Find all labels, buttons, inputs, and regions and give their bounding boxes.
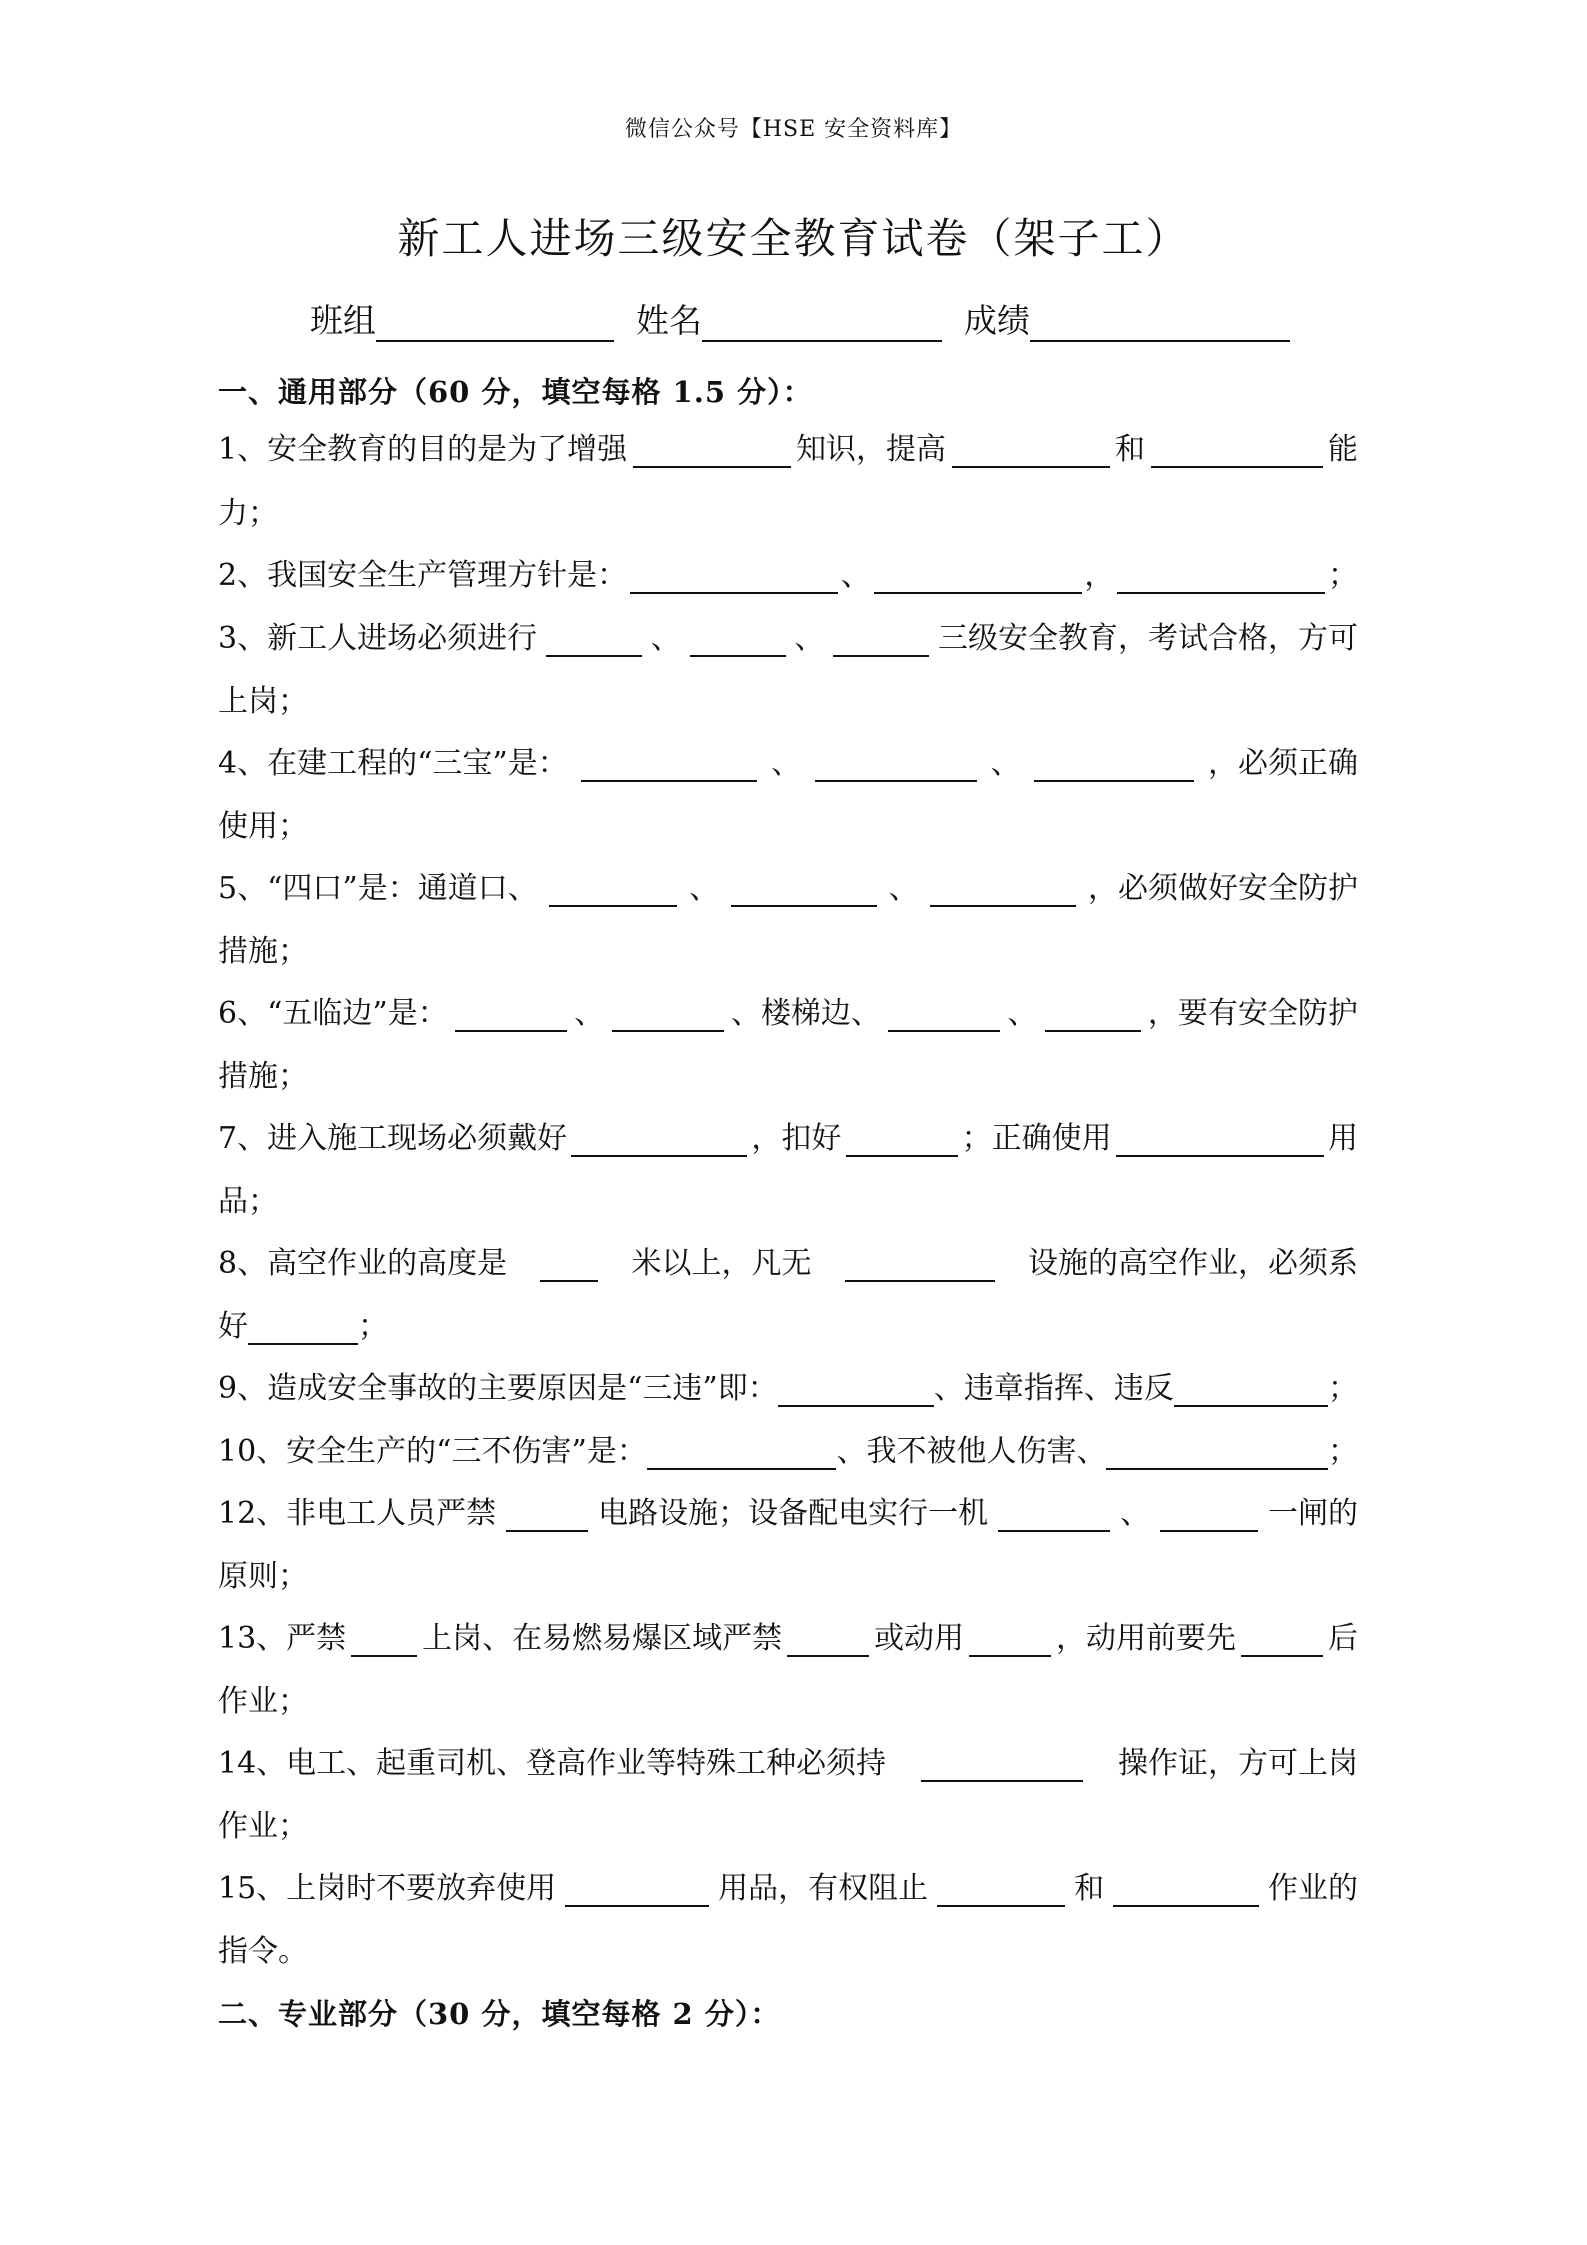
q15-blank-2[interactable] [937, 1873, 1065, 1907]
q1-blank-1[interactable] [633, 434, 791, 468]
question-6 [218, 988, 1358, 1032]
q9-blank-2[interactable] [1174, 1373, 1328, 1407]
q14-text-a: 14、电工、起重司机、登高作业等特殊工种必须持 [218, 1746, 887, 1781]
q4-text-a: 4、在建工程的“三宝”是： [218, 746, 568, 781]
q2-text-a: 2、我国安全生产管理方针是： [218, 558, 628, 593]
name-field [636, 295, 942, 342]
question-15 [218, 1863, 1358, 1907]
score-blank[interactable] [1030, 302, 1290, 342]
q3-text-c: 、 [794, 621, 825, 656]
q3-blank-1[interactable] [546, 623, 642, 657]
q14-continued: 作业； [218, 1809, 308, 1844]
question-5 [218, 863, 1358, 907]
question-14 [218, 1738, 1358, 1782]
q15-text-d: 作业的 [1268, 1871, 1358, 1906]
section-general-heading: 一、通用部分（60 分，填空每格 1.5 分）： [218, 375, 813, 409]
name-label: 姓名 [636, 301, 702, 340]
q12-blank-3[interactable] [1160, 1498, 1258, 1532]
section-professional-heading: 二、专业部分（30 分，填空每格 2 分）： [218, 1997, 781, 2031]
q7-text-b: ，扣好 [751, 1121, 842, 1156]
q12-blank-1[interactable] [506, 1498, 588, 1532]
q15-continued: 指令。 [218, 1934, 308, 1969]
q5-blank-2[interactable] [731, 873, 877, 907]
q9-blank-1[interactable] [778, 1373, 934, 1407]
q7-blank-2[interactable] [846, 1123, 958, 1157]
q5-continued: 措施； [218, 934, 308, 969]
q3-text-d: 三级安全教育，考试合格，方可 [937, 621, 1358, 656]
q8-continued [218, 1301, 1358, 1345]
q2-text-c: ， [1084, 558, 1115, 593]
question-3 [218, 613, 1358, 657]
q5-text-c: 、 [888, 871, 919, 906]
group-blank[interactable] [376, 302, 614, 342]
question-7 [218, 1113, 1358, 1157]
q1-blank-3[interactable] [1151, 434, 1323, 468]
score-label: 成绩 [964, 301, 1030, 340]
name-blank[interactable] [702, 302, 942, 342]
q1-text-d: 能 [1328, 432, 1358, 467]
q8-blank-1[interactable] [540, 1248, 598, 1282]
q13-blank-2[interactable] [787, 1623, 869, 1657]
q14-blank-1[interactable] [921, 1748, 1083, 1782]
q3-text-b: 、 [650, 621, 681, 656]
info-fields [310, 292, 1290, 342]
q7-blank-1[interactable] [571, 1123, 747, 1157]
q2-blank-2[interactable] [874, 560, 1082, 594]
q4-blank-3[interactable] [1034, 748, 1194, 782]
q6-text-d: 、 [1007, 996, 1038, 1031]
q8-text-d: 好 [218, 1309, 248, 1344]
q5-text-b: 、 [689, 871, 720, 906]
q8-text-b: 米以上，凡无 [631, 1246, 812, 1281]
q1-blank-2[interactable] [952, 434, 1110, 468]
question-1 [218, 424, 1358, 468]
q13-text-a: 13、严禁 [218, 1621, 347, 1656]
q7-continued: 品； [218, 1184, 278, 1219]
q12-text-a: 12、非电工人员严禁 [218, 1496, 497, 1531]
q6-blank-2[interactable] [612, 998, 724, 1032]
question-4 [218, 738, 1358, 782]
q12-blank-2[interactable] [998, 1498, 1110, 1532]
q6-text-b: 、 [574, 996, 605, 1031]
q10-blank-1[interactable] [647, 1436, 837, 1470]
q10-text-b: 、我不被他人伤害、 [836, 1434, 1107, 1469]
q9-text-b: 、违章指挥、违反 [933, 1371, 1174, 1406]
page-header: 微信公众号【HSE 安全资料库】 [624, 117, 963, 142]
q4-text-d: ，必须正确 [1207, 746, 1358, 781]
q10-text-c: ； [1328, 1434, 1358, 1469]
q5-blank-1[interactable] [549, 873, 677, 907]
q5-blank-3[interactable] [930, 873, 1076, 907]
q14-text-b: 操作证，方可上岗 [1118, 1746, 1358, 1781]
q5-text-a: 5、“四口”是：通道口、 [218, 871, 538, 906]
q3-blank-2[interactable] [690, 623, 786, 657]
score-field [964, 295, 1290, 342]
q4-blank-2[interactable] [815, 748, 977, 782]
q10-blank-2[interactable] [1106, 1436, 1328, 1470]
q2-text-b: 、 [840, 558, 871, 593]
question-8 [218, 1238, 1358, 1282]
q13-text-d: ，动用前要先 [1056, 1621, 1236, 1656]
q9-text-a: 9、造成安全事故的主要原因是“三违”即： [218, 1371, 778, 1406]
q1-text-c: 和 [1115, 432, 1146, 467]
q3-continued: 上岗； [218, 684, 308, 719]
q7-text-d: 用 [1327, 1121, 1358, 1156]
q13-blank-4[interactable] [1241, 1623, 1323, 1657]
q8-blank-3[interactable] [248, 1311, 358, 1345]
q12-text-b: 电路设施；设备配电实行一机 [598, 1496, 989, 1531]
q8-blank-2[interactable] [845, 1248, 995, 1282]
q7-blank-3[interactable] [1116, 1123, 1324, 1157]
q15-text-c: 和 [1074, 1871, 1105, 1906]
q15-blank-1[interactable] [565, 1873, 709, 1907]
q8-text-c: 设施的高空作业，必须系 [1027, 1246, 1358, 1281]
page-title: 新工人进场三级安全教育试卷（架子工） [397, 214, 1190, 263]
q13-blank-1[interactable] [351, 1623, 417, 1657]
q4-blank-1[interactable] [581, 748, 757, 782]
question-2 [218, 550, 1358, 594]
q13-text-f: 后 [1327, 1621, 1358, 1656]
q2-text-d: ； [1327, 558, 1358, 593]
q13-text-b: 上岗、在易燃易爆区域严禁 [422, 1621, 783, 1656]
q7-text-c: ；正确使用 [961, 1121, 1112, 1156]
q6-blank-1[interactable] [455, 998, 567, 1032]
q6-blank-3[interactable] [888, 998, 1000, 1032]
q4-text-c: 、 [990, 746, 1021, 781]
q12-text-d: 一闸的 [1268, 1496, 1358, 1531]
q8-text-a: 8、高空作业的高度是 [218, 1246, 508, 1281]
q10-text-a: 10、安全生产的“三不伤害”是： [218, 1434, 647, 1469]
q6-text-c: 、楼梯边、 [730, 996, 881, 1031]
q9-text-c: ； [1328, 1371, 1358, 1406]
q13-blank-3[interactable] [969, 1623, 1051, 1657]
q8-text-e: ； [358, 1309, 388, 1344]
q6-continued: 措施； [218, 1059, 308, 1094]
group-field [310, 295, 614, 342]
q6-text-f: ，要有安全防护 [1147, 996, 1358, 1031]
q1-continued: 力； [218, 496, 278, 531]
q4-text-b: 、 [771, 746, 802, 781]
q2-blank-1[interactable] [630, 560, 838, 594]
q3-blank-3[interactable] [833, 623, 929, 657]
q15-blank-3[interactable] [1113, 1873, 1259, 1907]
q3-text-a: 3、新工人进场必须进行 [218, 621, 538, 656]
q2-blank-3[interactable] [1117, 560, 1325, 594]
q15-text-a: 15、上岗时不要放弃使用 [218, 1871, 557, 1906]
group-label: 班组 [310, 301, 376, 340]
question-12 [218, 1488, 1358, 1532]
q1-text-b: 知识，提高 [796, 432, 947, 467]
q6-blank-4[interactable] [1045, 998, 1141, 1032]
q13-text-c: 或动用 [874, 1621, 965, 1656]
question-10 [218, 1426, 1358, 1470]
q4-continued: 使用； [218, 809, 308, 844]
question-13 [218, 1613, 1358, 1657]
q1-text-a: 1、安全教育的目的是为了增强 [218, 432, 628, 467]
q7-text-a: 7、进入施工现场必须戴好 [218, 1121, 568, 1156]
q15-text-b: 用品，有权阻止 [718, 1871, 929, 1906]
q12-continued: 原则； [218, 1559, 308, 1594]
q6-text-a: 6、“五临边”是： [218, 996, 448, 1031]
q13-continued: 作业； [218, 1684, 308, 1719]
q12-text-c: 、 [1120, 1496, 1151, 1531]
question-9 [218, 1363, 1358, 1407]
q5-text-d: ，必须做好安全防护 [1087, 871, 1358, 906]
